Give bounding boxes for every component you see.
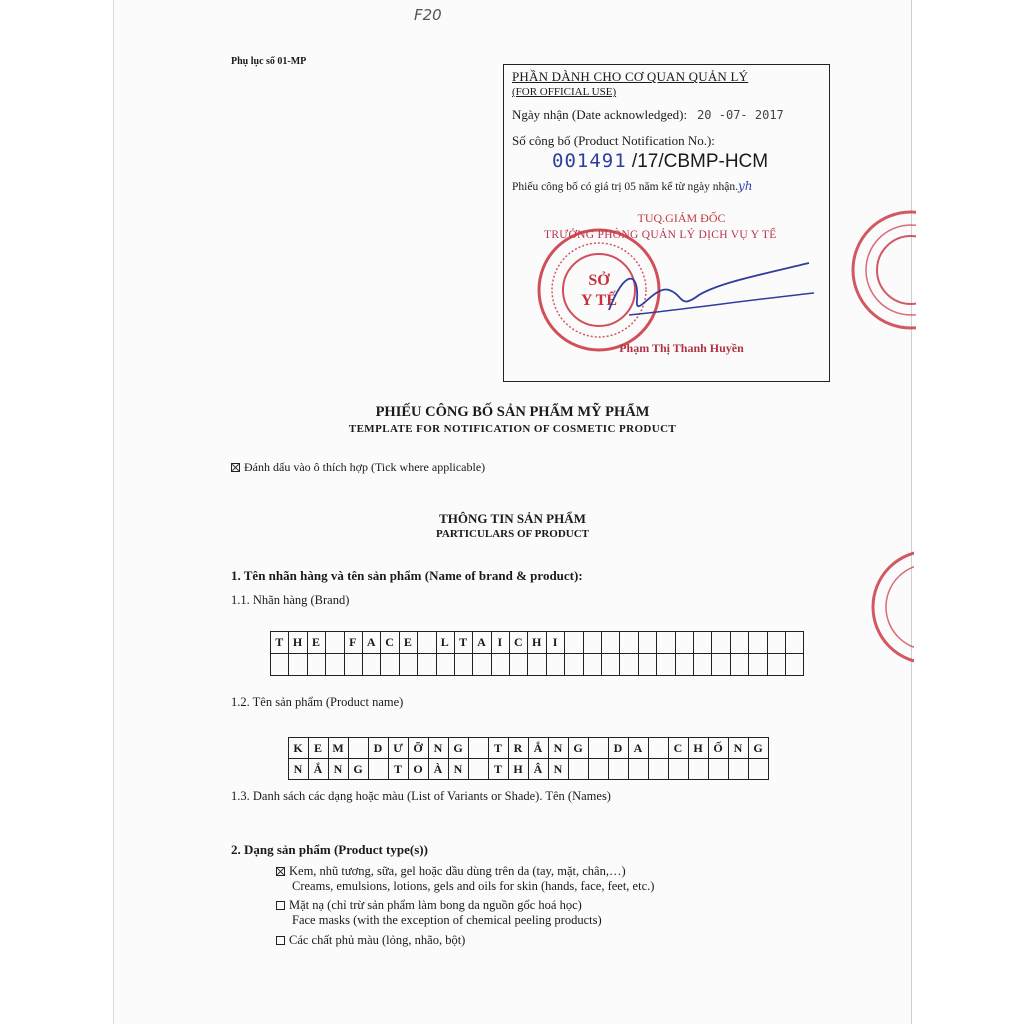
grid-cell [638,654,656,676]
grid-cell [712,632,730,654]
checkbox-icon [231,463,240,472]
grid-cell [362,654,380,676]
grid-cell: G [749,738,769,759]
grid-cell [693,654,711,676]
signature-icon [599,255,829,335]
product-grid-row [289,738,769,759]
grid-cell: C [669,738,689,759]
official-use-box [503,64,830,382]
brand-grid-row [271,632,804,654]
form-title-english: TEMPLATE FOR NOTIFICATION OF COSMETIC PRODUCT [348,423,677,435]
grid-cell: C [381,632,399,654]
grid-cell: D [609,738,629,759]
product-grid-row [289,759,769,780]
grid-cell [418,654,436,676]
grid-cell [326,654,344,676]
grid-cell: E [307,632,325,654]
grid-cell [469,759,489,780]
date-acknowledged [512,107,784,123]
grid-cell [749,759,769,780]
grid-cell [569,759,589,780]
grid-cell: N [549,759,569,780]
grid-cell [583,654,601,676]
grid-cell [510,654,528,676]
grid-cell: A [473,632,491,654]
grid-cell: G [569,738,589,759]
item-1-1-label: 1.1. Nhãn hàng (Brand) [231,593,350,607]
brand-grid [270,631,804,676]
grid-cell: R [509,738,529,759]
grid-cell: N [729,738,749,759]
grid-cell [381,654,399,676]
grid-cell [399,654,417,676]
grid-cell [454,654,472,676]
item-2-heading: 2. Dạng sản phẩm (Product type(s)) [231,842,428,857]
grid-cell [491,654,509,676]
grid-cell [349,738,369,759]
grid-cell [657,632,675,654]
grid-cell [589,738,609,759]
grid-cell: Â [529,759,549,780]
seal-text: SỞ [588,272,610,289]
grid-cell: K [289,738,309,759]
signer-department: TRƯỞNG PHÒNG QUẢN LÝ DỊCH VỤ Y TẾ [544,229,777,241]
grid-cell [767,654,785,676]
date-label: Ngày nhận (Date acknowledged): [512,107,688,122]
grid-cell: Ắ [309,759,329,780]
grid-cell [602,654,620,676]
grid-cell [583,632,601,654]
handwritten-initials: yh [737,179,753,193]
grid-cell: E [399,632,417,654]
grid-cell: N [329,759,349,780]
svg-text:Y TẾ: Y TẾ [580,292,618,309]
grid-cell [749,654,767,676]
grid-cell: N [289,759,309,780]
grid-cell: I [491,632,509,654]
grid-cell: E [309,738,329,759]
grid-cell: T [489,738,509,759]
grid-cell: M [329,738,349,759]
grid-cell [473,654,491,676]
section-title-english: PARTICULARS OF PRODUCT [435,528,589,540]
grid-cell [469,738,489,759]
section-title: THÔNG TIN SẢN PHẨM [439,511,586,526]
grid-cell: L [436,632,454,654]
product-type-option[interactable]: Mặt nạ (chỉ trừ sản phẩm làm bong da nguồn gốc hoá học) Face masks (with the exception of chemical peeling products) [276,898,602,928]
grid-cell [589,759,609,780]
grid-cell: G [449,738,469,759]
tick-instruction: Đánh dấu vào ô thích hợp (Tick where applicable) [231,460,485,475]
signer-name: Phạm Thị Thanh Huyền [619,341,744,355]
edge-seal-icon-2 [869,545,914,670]
grid-cell [326,632,344,654]
grid-cell [649,738,669,759]
grid-cell [785,632,803,654]
product-type-option[interactable]: Kem, nhũ tương, sữa, gel hoặc dầu dùng trên da (tay, mặt, chân,…) Creams, emulsions, lotions, gels and oils for skin (hands, face, feet, etc.) [276,864,654,894]
grid-cell: À [429,759,449,780]
grid-cell [565,632,583,654]
grid-cell [712,654,730,676]
notification-number-stamp: 001491 [552,150,627,172]
grid-cell [649,759,669,780]
notification-number [552,150,768,173]
signer-title: TUQ.GIÁM ĐỐC [637,211,726,225]
grid-cell [620,632,638,654]
notification-number-suffix: /17/CBMP-HCM [631,151,769,172]
grid-cell: C [510,632,528,654]
grid-cell [609,759,629,780]
grid-cell [620,654,638,676]
grid-cell [785,654,803,676]
grid-cell [565,654,583,676]
grid-cell [418,632,436,654]
notification-number-label: Số công bố (Product Notification No.): [512,133,715,148]
item-1-2-label: 1.2. Tên sản phẩm (Product name) [231,695,404,709]
grid-cell: Ắ [529,738,549,759]
grid-cell [730,632,748,654]
grid-cell: T [271,632,289,654]
grid-cell [657,654,675,676]
grid-cell [307,654,325,676]
grid-cell: A [629,738,649,759]
document-page [113,0,912,1024]
grid-cell [638,632,656,654]
grid-cell [709,759,729,780]
grid-cell: Ỡ [409,738,429,759]
grid-cell: H [689,738,709,759]
grid-cell: Ố [709,738,729,759]
grid-cell: T [454,632,472,654]
grid-cell: O [409,759,429,780]
grid-cell: A [362,632,380,654]
item-1-3-label: 1.3. Danh sách các dạng hoặc màu (List of Variants or Shade). Tên (Names) [231,789,611,803]
grid-cell: Ư [389,738,409,759]
grid-cell [528,654,546,676]
grid-cell: N [449,759,469,780]
grid-cell [271,654,289,676]
grid-cell [767,632,785,654]
grid-cell: H [289,632,307,654]
grid-cell: H [509,759,529,780]
brand-grid-row [271,654,804,676]
grid-cell [289,654,307,676]
grid-cell: T [489,759,509,780]
grid-cell: N [429,738,449,759]
date-stamp: 20 -07- 2017 [697,108,784,122]
grid-cell: F [344,632,362,654]
checkbox-checked-icon[interactable] [276,867,285,876]
grid-cell [602,632,620,654]
grid-cell: D [369,738,389,759]
checkbox-empty-icon[interactable] [276,901,285,910]
grid-cell: I [546,632,564,654]
grid-cell [344,654,362,676]
handwritten-mark: F20 [414,6,442,24]
grid-cell [546,654,564,676]
item-1-heading: 1. Tên nhãn hàng và tên sản phẩm (Name of brand & product): [231,568,583,583]
grid-cell [436,654,454,676]
grid-cell: H [528,632,546,654]
form-title: PHIẾU CÔNG BỐ SẢN PHẨM MỸ PHẨM [375,404,650,420]
grid-cell [693,632,711,654]
product-name-grid [288,737,769,780]
grid-cell [669,759,689,780]
grid-cell [749,632,767,654]
appendix-label: Phụ lục số 01-MP [231,56,307,67]
grid-cell [729,759,749,780]
grid-cell [675,632,693,654]
product-type-option[interactable]: Các chất phủ màu (lỏng, nhão, bột) [276,933,465,948]
official-box-subtitle: (FOR OFFICIAL USE) [512,86,617,98]
grid-cell [675,654,693,676]
grid-cell: T [389,759,409,780]
official-box-title: PHẦN DÀNH CHO CƠ QUAN QUẢN LÝ [512,69,749,84]
grid-cell: N [549,738,569,759]
checkbox-empty-icon[interactable] [276,936,285,945]
edge-seal-icon [846,205,916,335]
grid-cell [369,759,389,780]
grid-cell: G [349,759,369,780]
grid-cell [629,759,649,780]
validity-note: Phiếu công bố có giá trị 05 năm kể từ ngày nhận.yh [512,179,753,193]
grid-cell [689,759,709,780]
grid-cell [730,654,748,676]
